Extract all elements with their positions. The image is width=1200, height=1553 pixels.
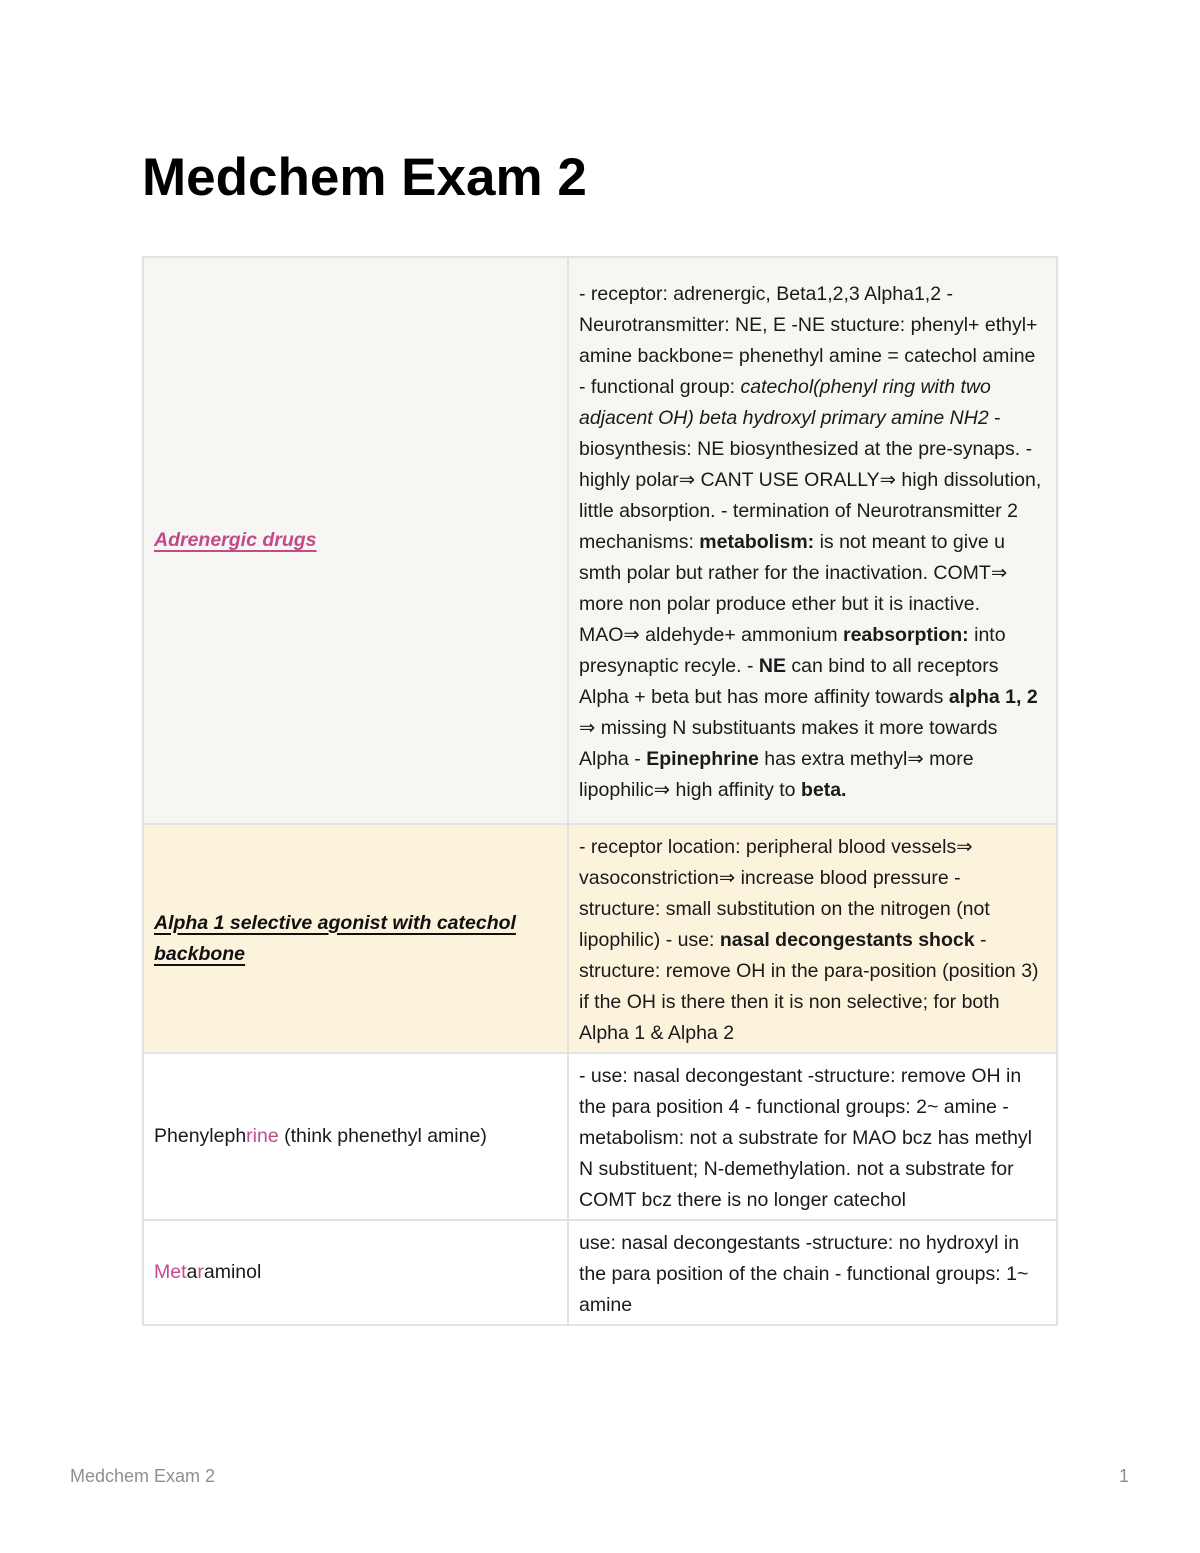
definition-text: [579, 836, 1039, 1044]
text-segment: alpha 1, 2: [948, 686, 1038, 708]
text-segment: is not meant to give u smth polar but rather for the inactivation. COMT⇒ more non polar produce ether but it is inactive. MAO⇒ aldehyde+ ammonium: [579, 531, 1008, 646]
page-title: Medchem Exam 2: [142, 148, 587, 207]
definition-cell: [568, 824, 1057, 1053]
text-segment: - structure: remove OH in the para-position (position 3) if the OH is there then it is non selective; for both Alpha 1 & Alpha 2: [579, 929, 1039, 1044]
table-row: [143, 257, 1057, 824]
definition-cell: [568, 1053, 1057, 1220]
definition-text: use: nasal decongestants -structure: no hydroxyl in the para position of the chain - functional groups: 1~ amine: [579, 1232, 1029, 1316]
table-row: [143, 1220, 1057, 1325]
definition-cell: [568, 257, 1057, 824]
page-number: 1: [1118, 1466, 1129, 1486]
definition-cell: [568, 1220, 1057, 1325]
notes-table: [142, 256, 1058, 1326]
text-segment: reabsorption:: [843, 624, 969, 646]
text-segment: rine: [246, 1125, 279, 1147]
text-segment: ⇒ missing N substituants makes it more towards Alpha -: [579, 717, 998, 770]
text-segment: nasal decongestants shock: [719, 929, 975, 951]
footer-title: Medchem Exam 2: [70, 1466, 216, 1486]
text-segment: NE: [758, 655, 786, 677]
text-segment: - receptor location: peripheral blood vessels⇒ vasoconstriction⇒ increase blood pressure - structure: small substitution on the nitrogen (not lipophilic) - use:: [579, 836, 990, 951]
text-segment: Epinephrine: [646, 748, 759, 770]
table-row: [143, 824, 1057, 1053]
term-cell: [143, 257, 568, 824]
term-label: Adrenergic drugs: [154, 529, 317, 551]
text-segment: Phenyleph: [154, 1125, 247, 1147]
text-segment: - biosynthesis: NE biosynthesized at the pre-synaps. - highly polar⇒ CANT USE ORALLY⇒ high dissolution, little absorption. - termination of Neurotransmitter 2 mechanisms:: [579, 407, 1042, 553]
text-segment: has extra methyl⇒ more lipophilic⇒ high affinity to: [579, 748, 974, 801]
text-segment: Met: [154, 1261, 187, 1283]
term-cell: [143, 1220, 568, 1325]
text-segment: - receptor: adrenergic, Beta1,2,3 Alpha1,2 - Neurotransmitter: NE, E -NE stucture: phenyl+ ethyl+ amine backbone= phenethyl amine = catechol amine - functional group:: [579, 283, 1038, 398]
definition-text: [579, 283, 1041, 801]
text-segment: r: [197, 1261, 204, 1283]
text-segment: a: [186, 1261, 198, 1283]
text-segment: metabolism:: [699, 531, 815, 553]
text-segment: (think phenethyl amine): [278, 1125, 487, 1147]
text-segment: beta.: [800, 779, 847, 801]
term-label: [154, 1261, 261, 1283]
text-segment: can bind to all receptors Alpha + beta but has more affinity towards: [579, 655, 999, 708]
text-segment: into presynaptic recyle. -: [579, 624, 1006, 677]
definition-text: - use: nasal decongestant -structure: remove OH in the para position 4 - functional groups: 2~ amine - metabolism: not a substrate for MAO bcz has methyl N substituent; N-demethylation. not a substrate for COMT bcz there is no longer catechol: [579, 1065, 1033, 1211]
term-label: Alpha 1 selective agonist with catechol backbone: [154, 911, 516, 965]
text-segment: aminol: [203, 1261, 262, 1283]
term-cell: [143, 824, 568, 1053]
table-row: [143, 1053, 1057, 1220]
text-segment: catechol(phenyl ring with two adjacent OH) beta hydroxyl primary amine NH2: [579, 376, 991, 429]
term-cell: [143, 1053, 568, 1220]
term-label: [154, 1125, 487, 1147]
